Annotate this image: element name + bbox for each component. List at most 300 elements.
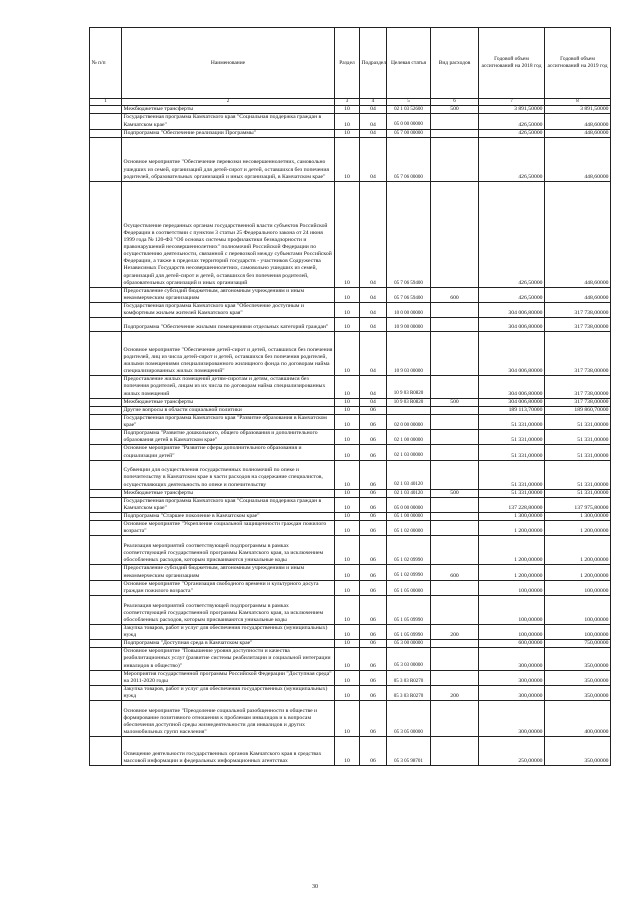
row-volume-2018-cell: 426,50000 (479, 114, 545, 129)
row-section-cell: 10 (335, 670, 360, 685)
row-target-article-cell: 05 1 00 00000 (387, 513, 431, 521)
row-volume-2019-cell: 100,00000 (545, 595, 611, 624)
row-section-cell: 10 (335, 114, 360, 129)
row-expense-type-cell (431, 670, 479, 685)
row-section-cell: 10 (335, 430, 360, 445)
row-section-cell: 10 (335, 521, 360, 536)
row-subsection-cell: 06 (360, 737, 387, 766)
table-row (90, 497, 611, 512)
table-row (90, 489, 611, 497)
row-target-article-cell: 05 7 06 59400 (387, 181, 431, 287)
row-expense-type-cell (431, 332, 479, 376)
header-volume-2018: Годовой объем ассигнований на 2018 год (479, 28, 545, 99)
row-name-cell: Межбюджетные трансферты (122, 398, 335, 406)
row-section-cell: 10 (335, 536, 360, 565)
row-number-cell (90, 670, 122, 685)
column-number: 4 (360, 99, 387, 106)
row-expense-type-cell (431, 376, 479, 398)
row-number-cell (90, 701, 122, 737)
row-name-cell: Освещение деятельности государственных органов Камчатского края в средствах массовой информации и федеральных информационных агентствах (122, 737, 335, 766)
row-volume-2019-cell: 448,60000 (545, 137, 611, 181)
row-number-cell (90, 332, 122, 376)
table-row (90, 685, 611, 700)
row-volume-2019-cell: 448,60000 (545, 114, 611, 129)
row-volume-2018-cell: 1 200,00000 (479, 565, 545, 580)
row-volume-2018-cell: 600,00000 (479, 640, 545, 648)
row-number-cell (90, 303, 122, 318)
row-volume-2019-cell: 448,60000 (545, 181, 611, 287)
row-volume-2019-cell: 400,00000 (545, 701, 611, 737)
row-volume-2018-cell: 304 006,80000 (479, 318, 545, 332)
row-subsection-cell: 04 (360, 318, 387, 332)
row-name-cell: Основное мероприятие "Обеспечение детей-сирот и детей, оставшихся без попечения родителей, лиц из числа детей-сирот и детей, оставшихся без попечения родителей, жилыми помещениями специализированного жилищного фонда по договорам найма специализированных жилых помещений" (122, 332, 335, 376)
row-target-article-cell: 05 3 03 00000 (387, 648, 431, 670)
row-name-cell: Предоставление субсидий бюджетным, автономным учреждениям и иным некоммерческим организациям (122, 287, 335, 302)
row-section-cell: 10 (335, 406, 360, 414)
row-section-cell: 10 (335, 565, 360, 580)
row-volume-2018-cell: 51 331,00000 (479, 445, 545, 460)
row-expense-type-cell (431, 737, 479, 766)
row-section-cell: 10 (335, 460, 360, 489)
row-section-cell: 10 (335, 701, 360, 737)
row-volume-2018-cell: 137 228,80000 (479, 497, 545, 512)
row-subsection-cell: 06 (360, 640, 387, 648)
row-expense-type-cell (431, 640, 479, 648)
row-subsection-cell: 04 (360, 398, 387, 406)
row-volume-2019-cell: 317 738,00000 (545, 376, 611, 398)
row-volume-2018-cell: 100,00000 (479, 624, 545, 639)
row-target-article-cell: 05 0 00 00000 (387, 114, 431, 129)
table-row (90, 640, 611, 648)
row-volume-2018-cell: 1 200,00000 (479, 536, 545, 565)
row-section-cell: 10 (335, 497, 360, 512)
row-name-cell: Реализация мероприятий соответствующей подпрограммы в рамках соответствующей государственной программы Камчатского края, за исключением обособленных расходов, которым присваиваются уникальные коды (122, 595, 335, 624)
row-volume-2019-cell: 750,00000 (545, 640, 611, 648)
row-number-cell (90, 430, 122, 445)
row-section-cell: 10 (335, 648, 360, 670)
row-expense-type-cell: 200 (431, 685, 479, 700)
row-volume-2019-cell: 1 200,00000 (545, 565, 611, 580)
row-volume-2018-cell: 426,50000 (479, 181, 545, 287)
row-subsection-cell: 06 (360, 445, 387, 460)
row-expense-type-cell: 600 (431, 287, 479, 302)
row-expense-type-cell (431, 521, 479, 536)
row-subsection-cell: 06 (360, 580, 387, 595)
row-name-cell: Государственная программа Камчатского края "Социальная поддержка граждан в Камчатском крае" (122, 114, 335, 129)
row-volume-2018-cell: 426,50000 (479, 287, 545, 302)
row-name-cell: Основное мероприятие "Преодоление социальной разобщенности в обществе и формирование позитивного отношения к проблемам инвалидов и к вопросам обеспечения доступной среды жизнедеятельности для инвалидов и других маломобильных групп населения" (122, 701, 335, 737)
row-section-cell: 10 (335, 376, 360, 398)
header-expense-type: Вид расходов (431, 28, 479, 99)
row-expense-type-cell (431, 445, 479, 460)
row-section-cell: 10 (335, 398, 360, 406)
row-section-cell: 10 (335, 129, 360, 137)
row-name-cell: Подпрограмма "Старшее поколение в Камчатском крае" (122, 513, 335, 521)
row-section-cell: 10 (335, 318, 360, 332)
row-number-cell (90, 513, 122, 521)
row-name-cell: Закупка товаров, работ и услуг для обеспечения государственных (муниципальных) нужд (122, 624, 335, 639)
row-number-cell (90, 595, 122, 624)
header-name: Наименование (122, 28, 335, 99)
row-name-cell: Закупка товаров, работ и услуг для обеспечения государственных (муниципальных) нужд (122, 685, 335, 700)
row-volume-2018-cell: 1 300,00000 (479, 513, 545, 521)
row-volume-2019-cell: 51 331,00000 (545, 460, 611, 489)
row-number-cell (90, 640, 122, 648)
row-volume-2018-cell: 3 891,50000 (479, 106, 545, 114)
row-subsection-cell: 06 (360, 624, 387, 639)
row-subsection-cell: 06 (360, 513, 387, 521)
row-expense-type-cell (431, 701, 479, 737)
row-number-cell (90, 445, 122, 460)
row-target-article-cell: 02 1 03 00000 (387, 445, 431, 460)
row-volume-2018-cell: 1 200,00000 (479, 521, 545, 536)
row-expense-type-cell: 500 (431, 398, 479, 406)
row-number-cell (90, 580, 122, 595)
row-expense-type-cell (431, 303, 479, 318)
table-row (90, 565, 611, 580)
table-row (90, 445, 611, 460)
row-volume-2018-cell: 100,00000 (479, 580, 545, 595)
row-target-article-cell: 05 3 05 00000 (387, 701, 431, 737)
row-volume-2019-cell: 1 200,00000 (545, 536, 611, 565)
row-name-cell: Подпрограмма "Обеспечение реализации Программы" (122, 129, 335, 137)
row-volume-2019-cell: 3 891,50000 (545, 106, 611, 114)
row-volume-2018-cell: 300,00000 (479, 701, 545, 737)
table-row (90, 701, 611, 737)
row-name-cell: Другие вопросы в области социальной политики (122, 406, 335, 414)
row-number-cell (90, 685, 122, 700)
row-volume-2018-cell: 250,00000 (479, 737, 545, 766)
row-target-article-cell: 05 3 00 00000 (387, 640, 431, 648)
row-subsection-cell: 06 (360, 701, 387, 737)
row-expense-type-cell (431, 460, 479, 489)
row-number-cell (90, 624, 122, 639)
row-section-cell: 10 (335, 137, 360, 181)
row-subsection-cell: 04 (360, 106, 387, 114)
row-expense-type-cell (431, 181, 479, 287)
row-volume-2019-cell: 317 738,00000 (545, 398, 611, 406)
table-row (90, 536, 611, 565)
row-volume-2019-cell: 51 331,00000 (545, 430, 611, 445)
table-row (90, 670, 611, 685)
row-section-cell: 10 (335, 624, 360, 639)
row-subsection-cell: 06 (360, 406, 387, 414)
row-target-article-cell: 02 1 03 40120 (387, 489, 431, 497)
table-row (90, 318, 611, 332)
row-subsection-cell: 06 (360, 670, 387, 685)
row-volume-2019-cell: 51 331,00000 (545, 414, 611, 429)
row-subsection-cell: 04 (360, 332, 387, 376)
row-subsection-cell: 06 (360, 430, 387, 445)
row-expense-type-cell (431, 414, 479, 429)
row-expense-type-cell: 600 (431, 565, 479, 580)
table-row (90, 521, 611, 536)
row-subsection-cell: 04 (360, 181, 387, 287)
column-number: 6 (431, 99, 479, 106)
row-target-article-cell: 02 1 03 52600 (387, 106, 431, 114)
row-number-cell (90, 287, 122, 302)
row-volume-2019-cell: 189 860,70000 (545, 406, 611, 414)
row-target-article-cell: 02 1 00 00000 (387, 430, 431, 445)
row-target-article-cell (387, 406, 431, 414)
row-volume-2018-cell: 304 006,80000 (479, 376, 545, 398)
row-subsection-cell: 06 (360, 565, 387, 580)
row-volume-2018-cell: 189 113,70000 (479, 406, 545, 414)
table-row (90, 398, 611, 406)
header-volume-2019: Годовой объем ассигнований на 2019 год (545, 28, 611, 99)
row-volume-2018-cell: 304 006,80000 (479, 332, 545, 376)
row-volume-2018-cell: 51 331,00000 (479, 489, 545, 497)
column-number: 2 (122, 99, 335, 106)
row-number-cell (90, 648, 122, 670)
row-volume-2019-cell: 100,00000 (545, 624, 611, 639)
column-number: 5 (387, 99, 431, 106)
row-name-cell: Субвенции для осуществления государственных полномочий по опеке и попечительству в Камчатском крае в части расходов на содержание специалистов, осуществляющих деятельность по опеке и попечительству (122, 460, 335, 489)
row-number-cell (90, 536, 122, 565)
header-subsection: Подраздел (360, 28, 387, 99)
row-expense-type-cell (431, 114, 479, 129)
table-row (90, 129, 611, 137)
row-volume-2019-cell: 350,00000 (545, 670, 611, 685)
table-row (90, 114, 611, 129)
table-row (90, 376, 611, 398)
table-row (90, 624, 611, 639)
row-volume-2019-cell: 137 975,80000 (545, 497, 611, 512)
table-row (90, 332, 611, 376)
row-number-cell (90, 406, 122, 414)
column-number: 7 (479, 99, 545, 106)
row-number-cell (90, 318, 122, 332)
row-expense-type-cell (431, 430, 479, 445)
row-number-cell (90, 106, 122, 114)
table-row (90, 595, 611, 624)
table-row (90, 737, 611, 766)
table-row (90, 106, 611, 114)
row-subsection-cell: 06 (360, 536, 387, 565)
row-expense-type-cell: 500 (431, 106, 479, 114)
row-volume-2018-cell: 51 331,00000 (479, 414, 545, 429)
row-target-article-cell: 05 1 02 09990 (387, 565, 431, 580)
row-name-cell: Основное мероприятие "Укрепление социальной защищенности граждан пожилого возраста" (122, 521, 335, 536)
row-number-cell (90, 497, 122, 512)
row-number-cell (90, 737, 122, 766)
row-name-cell: Предоставление субсидий бюджетным, автономным учреждениям и иным некоммерческим организациям (122, 565, 335, 580)
row-section-cell: 10 (335, 181, 360, 287)
table-row (90, 513, 611, 521)
row-number-cell (90, 129, 122, 137)
row-target-article-cell: 05 1 02 09990 (387, 536, 431, 565)
row-subsection-cell: 06 (360, 521, 387, 536)
table-row (90, 137, 611, 181)
row-section-cell: 10 (335, 737, 360, 766)
row-name-cell: Подпрограмма "Доступная среда в Камчатском крае" (122, 640, 335, 648)
column-number: 8 (545, 99, 611, 106)
row-number-cell (90, 181, 122, 287)
table-row (90, 303, 611, 318)
row-subsection-cell: 04 (360, 137, 387, 181)
row-name-cell: Государственная программа Камчатского края "Обеспечение доступным и комфортным жильем жителей Камчатского края" (122, 303, 335, 318)
row-section-cell: 10 (335, 332, 360, 376)
row-target-article-cell: 05 3 05 98701 (387, 737, 431, 766)
row-target-article-cell: 05 7 06 00000 (387, 137, 431, 181)
row-volume-2018-cell: 300,00000 (479, 685, 545, 700)
row-section-cell: 10 (335, 445, 360, 460)
row-section-cell: 10 (335, 640, 360, 648)
row-target-article-cell: 05 1 05 00000 (387, 580, 431, 595)
row-target-article-cell: 10 9 03 00000 (387, 332, 431, 376)
row-expense-type-cell (431, 580, 479, 595)
row-name-cell: Основное мероприятие "Организация свободного времени и культурного досуга граждан пожилого возраста" (122, 580, 335, 595)
row-number-cell (90, 114, 122, 129)
row-expense-type-cell (431, 406, 479, 414)
row-volume-2019-cell: 448,60000 (545, 129, 611, 137)
row-target-article-cell: 05 3 03 R0270 (387, 670, 431, 685)
row-target-article-cell: 10 0 00 00000 (387, 303, 431, 318)
row-number-cell (90, 521, 122, 536)
row-target-article-cell: 05 3 03 R0270 (387, 685, 431, 700)
row-expense-type-cell (431, 318, 479, 332)
row-subsection-cell: 06 (360, 497, 387, 512)
row-target-article-cell: 05 1 05 09990 (387, 624, 431, 639)
row-target-article-cell: 05 0 00 00000 (387, 497, 431, 512)
row-number-cell (90, 376, 122, 398)
row-section-cell: 10 (335, 414, 360, 429)
row-expense-type-cell (431, 137, 479, 181)
row-target-article-cell: 10 9 03 R0820 (387, 376, 431, 398)
row-volume-2018-cell: 51 331,00000 (479, 460, 545, 489)
row-section-cell: 10 (335, 303, 360, 318)
row-number-cell (90, 460, 122, 489)
row-subsection-cell: 06 (360, 685, 387, 700)
row-target-article-cell: 05 7 00 00000 (387, 129, 431, 137)
row-volume-2018-cell: 426,50000 (479, 137, 545, 181)
row-section-cell: 10 (335, 580, 360, 595)
row-volume-2018-cell: 300,00000 (479, 648, 545, 670)
row-subsection-cell: 06 (360, 595, 387, 624)
row-section-cell: 10 (335, 595, 360, 624)
row-volume-2019-cell: 317 738,00000 (545, 303, 611, 318)
row-name-cell: Реализация мероприятий соответствующей подпрограммы в рамках соответствующей государственной программы Камчатского края, за исключением обособленных расходов, которым присваиваются уникальные коды (122, 536, 335, 565)
row-expense-type-cell: 200 (431, 624, 479, 639)
row-name-cell: Межбюджетные трансферты (122, 489, 335, 497)
table-row (90, 460, 611, 489)
table-row (90, 430, 611, 445)
budget-table (89, 27, 611, 766)
row-subsection-cell: 06 (360, 414, 387, 429)
header-target-article: Целевая статья (387, 28, 431, 99)
row-volume-2019-cell: 100,00000 (545, 580, 611, 595)
table-row (90, 648, 611, 670)
row-name-cell: Государственная программа Камчатского края "Развитие образования в Камчатском крае" (122, 414, 335, 429)
row-name-cell: Осуществление переданных органам государственной власти субъектов Российской Федерации в соответствии с пунктом 3 статьи 25 Федерального закона от 24 июня 1999 года № 120-ФЗ "Об основах системы профилактики безнадзорности и правонарушений несовершеннолетних" полномочий Российской Федерации по осуществлению деятельности, связанной с перевозкой между субъектами Российской Федерации, а также в пределах территорий государств - участников Содружества Независимых Государств несовершеннолетних, самовольно ушедших из семей, организаций для детей-сирот и детей, оставшихся без попечения родителей, образовательных организаций и иных организаций (122, 181, 335, 287)
row-section-cell: 10 (335, 287, 360, 302)
row-name-cell: Мероприятия государственной программы Российской Федерации "Доступная среда" на 2011-2020 годы (122, 670, 335, 685)
row-volume-2019-cell: 1 300,00000 (545, 513, 611, 521)
row-expense-type-cell (431, 497, 479, 512)
row-name-cell: Предоставление жилых помещений детям-сиротам и детям, оставшимся без попечения родителей, лицам из их числа по договорам найма специализированных жилых помещений (122, 376, 335, 398)
row-name-cell: Подпрограмма "Развитие дошкольного, общего образования и дополнительного образования детей в Камчатском крае" (122, 430, 335, 445)
row-expense-type-cell (431, 648, 479, 670)
row-volume-2019-cell: 317 738,00000 (545, 318, 611, 332)
column-number: 1 (90, 99, 122, 106)
row-volume-2018-cell: 51 331,00000 (479, 430, 545, 445)
row-number-cell (90, 565, 122, 580)
row-subsection-cell: 04 (360, 303, 387, 318)
row-number-cell (90, 489, 122, 497)
row-name-cell: Подпрограмма "Обеспечение жилыми помещениями отдельных категорий граждан" (122, 318, 335, 332)
row-subsection-cell: 06 (360, 489, 387, 497)
table-row (90, 287, 611, 302)
row-subsection-cell: 06 (360, 648, 387, 670)
row-number-cell (90, 398, 122, 406)
row-target-article-cell: 05 1 05 09990 (387, 595, 431, 624)
row-subsection-cell: 04 (360, 287, 387, 302)
row-volume-2019-cell: 51 331,00000 (545, 445, 611, 460)
row-subsection-cell: 04 (360, 376, 387, 398)
row-volume-2018-cell: 304 006,80000 (479, 303, 545, 318)
row-section-cell: 10 (335, 685, 360, 700)
header-number: № п/п (90, 28, 122, 99)
row-target-article-cell: 10 9 00 00000 (387, 318, 431, 332)
row-expense-type-cell (431, 536, 479, 565)
row-number-cell (90, 414, 122, 429)
row-volume-2018-cell: 100,00000 (479, 595, 545, 624)
row-target-article-cell: 05 7 06 59400 (387, 287, 431, 302)
row-section-cell: 10 (335, 489, 360, 497)
column-number: 3 (335, 99, 360, 106)
row-number-cell (90, 137, 122, 181)
row-name-cell: Основное мероприятие "Обеспечение перевозки несовершеннолетних, самовольно ушедших из семей, организаций для детей-сирот и детей, оставшихся без попечения родителей, образовательных организаций и иных организаций, в Камчатском крае" (122, 137, 335, 181)
header-section: Раздел (335, 28, 360, 99)
table-row (90, 181, 611, 287)
header-row (90, 28, 611, 99)
column-number-row (90, 99, 611, 106)
row-target-article-cell: 10 9 03 R0820 (387, 398, 431, 406)
row-volume-2019-cell: 350,00000 (545, 685, 611, 700)
row-target-article-cell: 05 1 02 00000 (387, 521, 431, 536)
row-target-article-cell: 02 1 03 40120 (387, 460, 431, 489)
row-expense-type-cell (431, 595, 479, 624)
row-volume-2018-cell: 426,50000 (479, 129, 545, 137)
row-expense-type-cell: 500 (431, 489, 479, 497)
row-volume-2019-cell: 1 200,00000 (545, 521, 611, 536)
row-name-cell: Основное мероприятие "Повышение уровня доступности и качества реабилитационных услуг (развитие системы реабилитации и социальной интеграции инвалидов в общество)" (122, 648, 335, 670)
row-subsection-cell: 06 (360, 460, 387, 489)
row-expense-type-cell (431, 513, 479, 521)
row-volume-2019-cell: 317 738,00000 (545, 332, 611, 376)
row-volume-2019-cell: 350,00000 (545, 737, 611, 766)
row-subsection-cell: 04 (360, 129, 387, 137)
row-section-cell: 10 (335, 106, 360, 114)
row-name-cell: Государственная программа Камчатского края "Социальная поддержка граждан в Камчатском крае" (122, 497, 335, 512)
row-volume-2018-cell: 304 006,80000 (479, 398, 545, 406)
row-target-article-cell: 02 0 00 00000 (387, 414, 431, 429)
row-volume-2018-cell: 300,00000 (479, 670, 545, 685)
table-row (90, 406, 611, 414)
row-name-cell: Основное мероприятие "Развитие сферы дополнительного образования и социализации детей" (122, 445, 335, 460)
row-name-cell: Межбюджетные трансферты (122, 106, 335, 114)
row-volume-2019-cell: 350,00000 (545, 648, 611, 670)
row-volume-2019-cell: 448,60000 (545, 287, 611, 302)
table-body (90, 106, 611, 766)
page-number: 30 (312, 884, 318, 890)
table-row (90, 580, 611, 595)
row-subsection-cell: 04 (360, 114, 387, 129)
row-volume-2019-cell: 51 331,00000 (545, 489, 611, 497)
row-expense-type-cell (431, 129, 479, 137)
table-row (90, 414, 611, 429)
row-section-cell: 10 (335, 513, 360, 521)
